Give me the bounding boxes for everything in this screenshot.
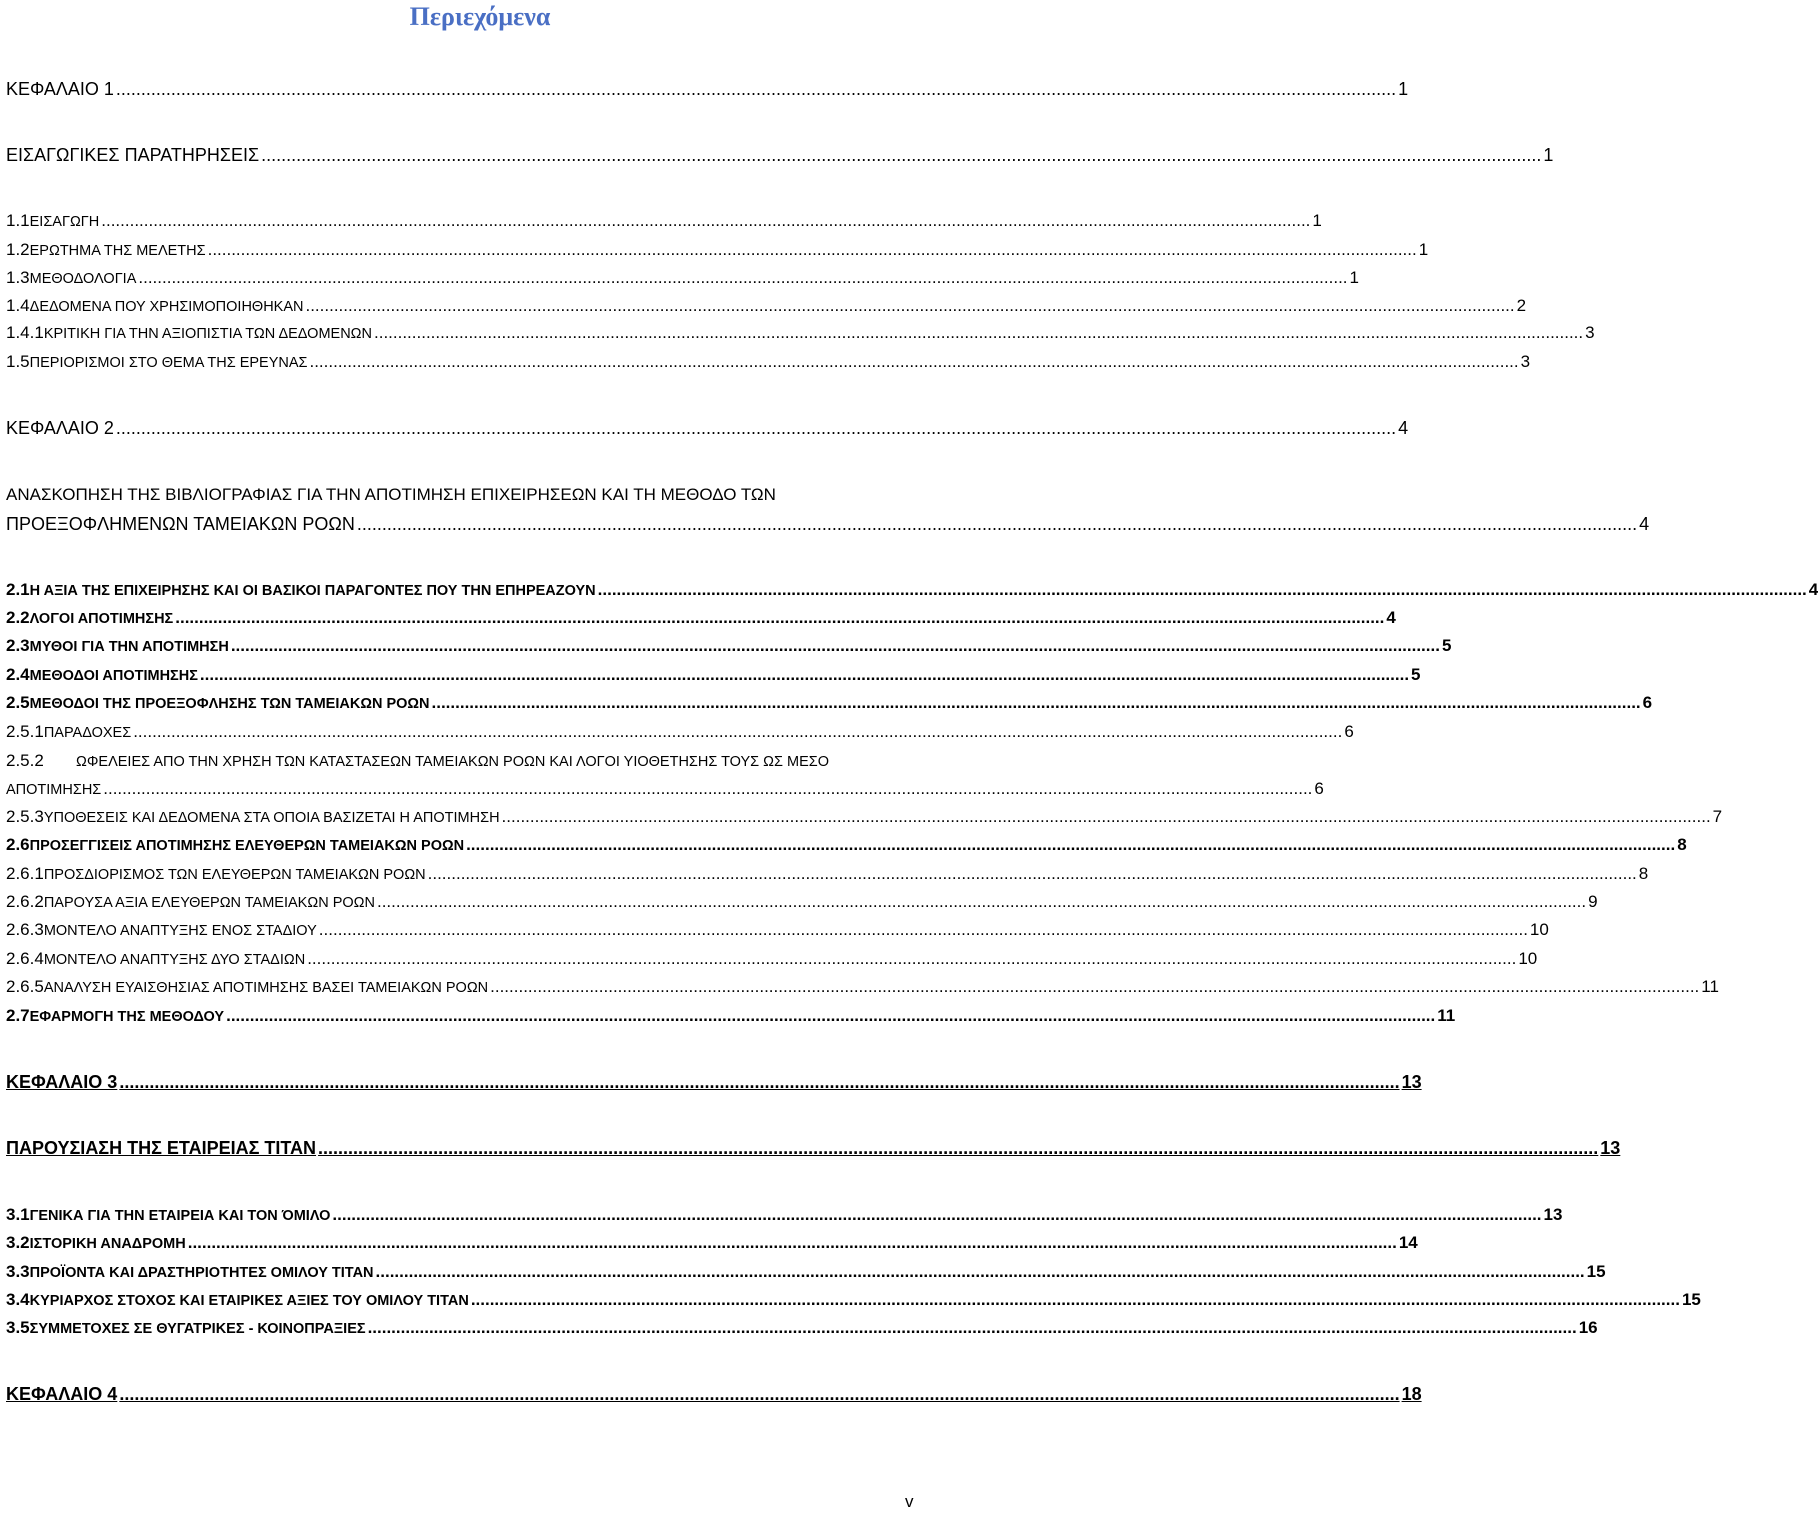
toc-entry-1-2[interactable]	[6, 240, 1429, 261]
toc-entry-3-2[interactable]	[6, 1233, 1418, 1254]
toc-page: 1	[1418, 240, 1429, 259]
toc-label: ΠΡΟΣΔΙΟΡΙΣΜΟΣ ΤΩΝ ΕΛΕΥΘΕΡΩΝ ΤΑΜΕΙΑΚΩΝ ΡΟΩΝ	[43, 867, 426, 883]
toc-entry-parousiasi[interactable]	[6, 1138, 1621, 1158]
toc-entry-eisagogikes[interactable]	[6, 145, 1554, 165]
toc-page: 13	[1543, 1205, 1563, 1224]
toc-page: 13	[1600, 1138, 1621, 1158]
toc-label: ΠΡΟΣΕΓΓΙΣΕΙΣ ΑΠΟΤΙΜΗΣΗΣ ΕΛΕΥΘΕΡΩΝ ΤΑΜΕΙΑΚΩΝ ΡΟΩΝ	[29, 838, 465, 854]
toc-entry-1-5[interactable]	[6, 352, 1531, 373]
footer-page-number: v	[905, 1492, 914, 1511]
toc-label: ΠΡΟΪΟΝΤΑ ΚΑΙ ΔΡΑΣΤΗΡΙΟΤΗΤΕΣ ΟΜΙΛΟΥ ΤΙΤΑΝ	[29, 1265, 374, 1281]
toc-page: 10	[1529, 920, 1549, 939]
toc-label: ΜΕΘΟΔΟΙ ΑΠΟΤΙΜΗΣΗΣ	[29, 668, 198, 684]
toc-entry-2-1[interactable]	[6, 580, 1818, 601]
toc-page: 4	[1398, 418, 1409, 438]
toc-num: 2.5.1	[6, 722, 44, 741]
toc-num: 1.3	[6, 268, 30, 287]
toc-label: ΠΑΡΟΥΣΙΑΣΗ ΤΗΣ ΕΤΑΙΡΕΙΑΣ ΤΙΤΑΝ	[6, 1138, 317, 1158]
toc-entry-1-3[interactable]	[6, 268, 1359, 289]
toc-label: ΑΝΑΛΥΣΗ ΕΥΑΙΣΘΗΣΙΑΣ ΑΠΟΤΙΜΗΣΗΣ ΒΑΣΕΙ ΤΑΜΕΙΑΚΩΝ ΡΟΩΝ	[43, 980, 489, 996]
toc-entry-2-6-5[interactable]	[6, 977, 1719, 998]
toc-entry-2-5-2[interactable]	[6, 779, 1324, 800]
toc-num: 2.7	[6, 1006, 30, 1025]
toc-page: 15	[1681, 1290, 1701, 1309]
toc-page: 16	[1578, 1318, 1598, 1337]
page-title: Περιεχόμενα	[409, 2, 551, 31]
toc-entry-2-5-3[interactable]	[6, 807, 1723, 828]
toc-label: ΓΕΝΙΚΑ ΓΙΑ ΤΗΝ ΕΤΑΙΡΕΙΑ ΚΑΙ ΤΟΝ ΌΜΙΛΟ	[29, 1208, 331, 1224]
toc-label: ΠΑΡΟΥΣΑ ΑΞΙΑ ΕΛΕΥΘΕΡΩΝ ΤΑΜΕΙΑΚΩΝ ΡΟΩΝ	[43, 895, 375, 911]
toc-label: ΚΕΦΑΛΑΙΟ 3	[6, 1072, 118, 1092]
toc-num: 2.6	[6, 835, 30, 854]
toc-num: 1.2	[6, 240, 30, 259]
toc-label: ΚΕΦΑΛΑΙΟ 2	[6, 418, 114, 438]
toc-entry-2-5-1[interactable]	[6, 722, 1354, 743]
toc-label: ΠΡΟΕΞΟΦΛΗΜΕΝΩΝ ΤΑΜΕΙΑΚΩΝ ΡΟΩΝ	[6, 514, 355, 534]
toc-entry-2-6-1[interactable]	[6, 864, 1649, 885]
toc-label: ΜΟΝΤΕΛΟ ΑΝΑΠΤΥΞΗΣ ΕΝΟΣ ΣΤΑΔΙΟΥ	[43, 923, 317, 939]
toc-entry-2-4[interactable]	[6, 665, 1421, 686]
toc-num: 2.6.1	[6, 864, 44, 883]
toc-page: 13	[1401, 1072, 1422, 1092]
toc-num: 2.5.3	[6, 807, 44, 826]
toc-page: 1	[1543, 145, 1554, 165]
toc-entry-2-7[interactable]	[6, 1006, 1456, 1027]
toc-page: 4	[1386, 608, 1396, 627]
toc-num: 2.2	[6, 608, 30, 627]
toc-page: 11	[1701, 977, 1719, 996]
toc-num: 1.5	[6, 352, 30, 371]
toc-num: 1.1	[6, 211, 30, 230]
toc-label: ΜΟΝΤΕΛΟ ΑΝΑΠΤΥΞΗΣ ΔΥΟ ΣΤΑΔΙΩΝ	[43, 952, 306, 968]
toc-label: ΠΑΡΑΔΟΧΕΣ	[43, 725, 132, 741]
toc-entry-k1[interactable]	[6, 79, 1409, 99]
toc-num: 3.3	[6, 1262, 30, 1281]
toc-num: 3.4	[6, 1290, 30, 1309]
toc-entry-k4[interactable]	[6, 1384, 1422, 1404]
toc-entry-2-2[interactable]	[6, 608, 1396, 629]
toc-num: 2.5	[6, 693, 30, 712]
toc-entry-anaskopisi-line1[interactable]: ΑΝΑΣΚΟΠΗΣΗ ΤΗΣ ΒΙΒΛΙΟΓΡΑΦΙΑΣ ΓΙΑ ΤΗΝ ΑΠΟΤΙΜΗΣΗ ΕΠΙΧΕΙΡΗΣΕΩΝ ΚΑΙ ΤΗ ΜΕΘΟΔΟ ΤΩΝ	[6, 485, 776, 504]
toc-entry-3-3[interactable]	[6, 1262, 1606, 1283]
toc-entry-2-5[interactable]	[6, 693, 1653, 714]
toc-num: 2.3	[6, 636, 30, 655]
toc-page: 14	[1398, 1233, 1418, 1252]
toc-num: 3.5	[6, 1318, 30, 1337]
toc-num: 2.6.4	[6, 949, 44, 968]
toc-entry-3-1[interactable]	[6, 1205, 1563, 1226]
toc-entry-3-5[interactable]	[6, 1318, 1598, 1339]
toc-num: 1.4	[6, 296, 30, 315]
toc-label: ΔΕΔΟΜΕΝΑ ΠΟΥ ΧΡΗΣΙΜΟΠΟΙΗΘΗΚΑΝ	[29, 299, 304, 315]
toc-page: 5	[1411, 665, 1421, 684]
toc-label: ΜΕΘΟΔΟΛΟΓΙΑ	[29, 271, 137, 287]
toc-label: Η ΑΞΙΑ ΤΗΣ ΕΠΙΧΕΙΡΗΣΗΣ ΚΑΙ ΟΙ ΒΑΣΙΚΟΙ ΠΑΡΑΓΟΝΤΕΣ ΠΟΥ ΤΗΝ ΕΠΗΡΕΑΖΟΥΝ	[29, 583, 596, 599]
toc-num: 1.4.1	[6, 323, 44, 342]
toc-page: 8	[1638, 864, 1649, 883]
toc-label: ΣΥΜΜΕΤΟΧΕΣ ΣΕ ΘΥΓΑΤΡΙΚΕΣ - ΚΟΙΝΟΠΡΑΞΙΕΣ	[29, 1321, 366, 1337]
toc-label: ΕΡΩΤΗΜΑ ΤΗΣ ΜΕΛΕΤΗΣ	[29, 243, 206, 259]
toc-label: ΙΣΤΟΡΙΚΗ ΑΝΑΔΡΟΜΗ	[29, 1236, 186, 1252]
toc-page: 1	[1398, 79, 1409, 99]
toc-page: 4	[1639, 514, 1650, 534]
toc-page: 7	[1712, 807, 1723, 826]
toc-page: 10	[1518, 949, 1538, 968]
toc-label: ΚΕΦΑΛΑΙΟ 4	[6, 1384, 118, 1404]
toc-label: ΜΕΘΟΔΟΙ ΤΗΣ ΠΡΟΕΞΟΦΛΗΣΗΣ ΤΩΝ ΤΑΜΕΙΑΚΩΝ ΡΟΩΝ	[29, 696, 430, 712]
toc-label: ΛΟΓΟΙ ΑΠΟΤΙΜΗΣΗΣ	[29, 611, 174, 627]
toc-entry-2-5-2-line1[interactable]	[6, 751, 960, 772]
toc-page: 3	[1520, 352, 1531, 371]
toc-page: 2	[1516, 296, 1527, 315]
toc-page: 1	[1312, 211, 1322, 230]
toc-page: 3	[1585, 323, 1595, 342]
toc-label: ΕΦΑΡΜΟΓΗ ΤΗΣ ΜΕΘΟΔΟΥ	[29, 1009, 225, 1025]
toc-num: 2.4	[6, 665, 30, 684]
toc-page: 1	[1349, 268, 1359, 287]
toc-entry-k3[interactable]	[6, 1072, 1422, 1092]
toc-num: 2.6.2	[6, 892, 44, 911]
toc-page: 6	[1314, 779, 1324, 798]
toc-entry-3-4[interactable]	[6, 1290, 1701, 1311]
toc-entry-2-6-2[interactable]	[6, 892, 1598, 913]
toc-num: 3.2	[6, 1233, 30, 1252]
toc-page: 9	[1588, 892, 1598, 911]
toc-num: 2.6.5	[6, 977, 44, 996]
toc-label: ΕΙΣΑΓΩΓΙΚΕΣ ΠΑΡΑΤΗΡΗΣΕΙΣ	[6, 145, 260, 165]
toc-label: ΩΦΕΛΕΙΕΣ ΑΠΟ ΤΗΝ ΧΡΗΣΗ ΤΩΝ ΚΑΤΑΣΤΑΣΕΩΝ ΤΑΜΕΙΑΚΩΝ ΡΟΩΝ ΚΑΙ ΛΟΓΟΙ ΥΙΟΘΕΤΗΣΗΣ ΤΟΥΣ ΩΣ ΜΕΣΟ	[76, 754, 829, 770]
toc-label: ΑΠΟΤΙΜΗΣΗΣ	[6, 782, 102, 798]
toc-page: 8	[1677, 835, 1687, 854]
toc-page: 15	[1586, 1262, 1606, 1281]
toc-label: ΚΕΦΑΛΑΙΟ 1	[6, 79, 114, 99]
toc-entry-2-6-3[interactable]	[6, 920, 1549, 941]
toc-num: 2.1	[6, 580, 30, 599]
toc-num: 3.1	[6, 1205, 30, 1224]
toc-entry-anaskopisi[interactable]	[6, 514, 1650, 534]
toc-page: 6	[1642, 693, 1653, 712]
toc-page: 4	[1808, 580, 1818, 599]
toc-entry-1-4-1[interactable]	[6, 323, 1595, 344]
toc-entry-1-1[interactable]	[6, 211, 1322, 232]
toc-entry-2-3[interactable]	[6, 636, 1452, 657]
toc-entry-2-6[interactable]	[6, 835, 1687, 856]
toc-entry-2-6-4[interactable]	[6, 949, 1538, 970]
toc-num: 2.6.3	[6, 920, 44, 939]
toc-num: 2.5.2	[6, 751, 44, 770]
toc-page: 18	[1401, 1384, 1422, 1404]
toc-label: ΜΥΘΟΙ ΓΙΑ ΤΗΝ ΑΠΟΤΙΜΗΣΗ	[29, 639, 229, 655]
toc-page: 6	[1344, 722, 1354, 741]
toc-page: 11	[1437, 1006, 1456, 1025]
toc-label: ΚΥΡΙΑΡΧΟΣ ΣΤΟΧΟΣ ΚΑΙ ΕΤΑΙΡΙΚΕΣ ΑΞΙΕΣ ΤΟΥ ΟΜΙΛΟΥ ΤΙΤΑΝ	[29, 1293, 469, 1309]
toc-entry-k2[interactable]	[6, 418, 1409, 438]
toc-label: ΕΙΣΑΓΩΓΗ	[29, 214, 100, 230]
toc-entry-1-4[interactable]	[6, 296, 1527, 317]
toc-label: ΠΕΡΙΟΡΙΣΜΟΙ ΣΤΟ ΘΕΜΑ ΤΗΣ ΕΡΕΥΝΑΣ	[29, 355, 308, 371]
toc-page: 5	[1441, 636, 1452, 655]
toc-label: ΚΡΙΤΙΚΗ ΓΙΑ ΤΗΝ ΑΞΙΟΠΙΣΤΙΑ ΤΩΝ ΔΕΔΟΜΕΝΩΝ	[43, 326, 372, 342]
toc-label: ΥΠΟΘΕΣΕΙΣ ΚΑΙ ΔΕΔΟΜΕΝΑ ΣΤΑ ΟΠΟΙΑ ΒΑΣΙΖΕΤΑΙ Η ΑΠΟΤΙΜΗΣΗ	[43, 810, 500, 826]
